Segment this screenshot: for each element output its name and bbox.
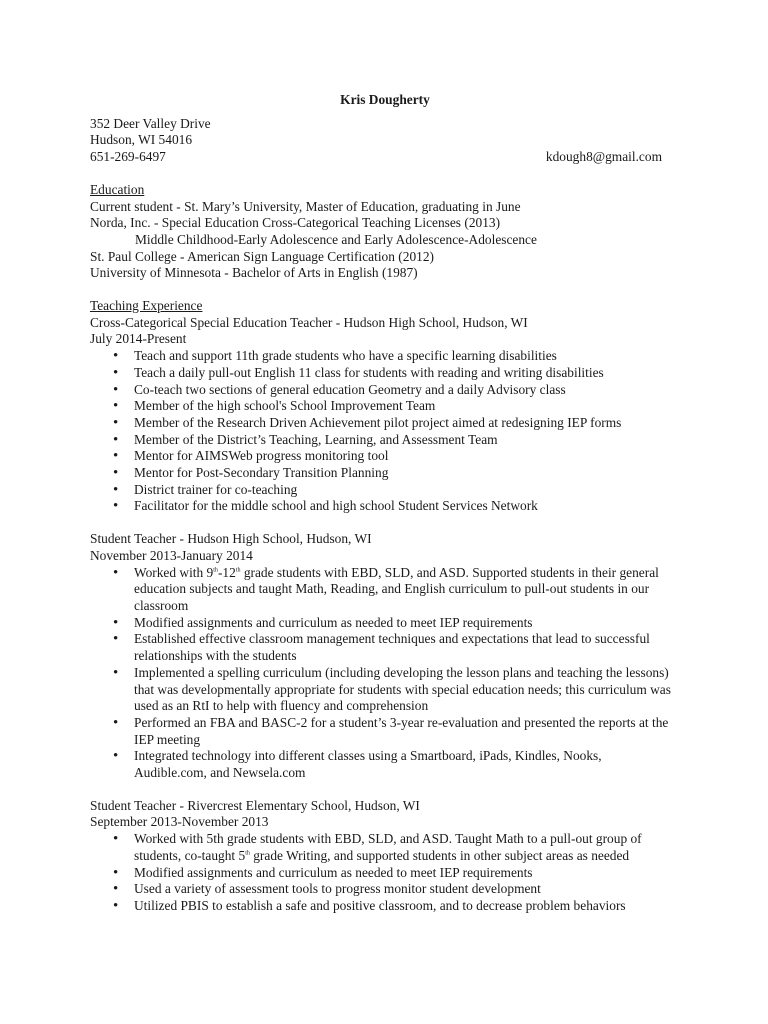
- job-bullet: • Teach and support 11th grade students who have a specific learning disabilities: [90, 348, 672, 365]
- job-bullet-list: [90, 565, 672, 782]
- ordinal-suffix: th: [213, 567, 218, 574]
- email-address: kdough8@gmail.com: [545, 149, 662, 165]
- education-line: Norda, Inc. - Special Education Cross-Categorical Teaching Licenses (2013): [90, 215, 501, 231]
- job-bullet: • Member of the District’s Teaching, Learning, and Assessment Team: [90, 432, 672, 449]
- job-bullet: • Integrated technology into different classes using a Smartboard, iPads, Kindles, Nooks, Audible.com, and Newsela.com: [90, 748, 672, 781]
- bullet-text: Worked with 5th grade students with EBD, SLD, and ASD. Taught Math to a pull-out group of students, co-taught 5: [134, 831, 642, 863]
- contact-line: [90, 149, 672, 166]
- education-line: Current student - St. Mary’s University, Master of Education, graduating in June: [90, 198, 521, 214]
- job-bullet: • Mentor for AIMSWeb progress monitoring tool: [90, 448, 672, 465]
- job-bullet-list: [90, 831, 672, 915]
- job-bullet: • Member of the high school's School Improvement Team: [90, 398, 672, 415]
- job-bullet: [90, 831, 672, 864]
- resume-name: Kris Dougherty: [340, 92, 430, 107]
- job-bullet: • Utilized PBIS to establish a safe and positive classroom, and to decrease problem behaviors: [90, 898, 672, 915]
- address-line-1: 352 Deer Valley Drive: [90, 115, 211, 131]
- job-bullet: • Performed an FBA and BASC-2 for a student’s 3-year re-evaluation and presented the reports at the IEP meeting: [90, 715, 672, 748]
- education-heading: Education: [90, 181, 145, 197]
- resume-page: [90, 92, 672, 915]
- bullet-text: grade Writing, and supported students in other subject areas as needed: [249, 847, 630, 863]
- ordinal-suffix: th: [245, 850, 250, 857]
- job-dates: July 2014-Present: [90, 331, 187, 347]
- education-license-detail: Middle Childhood-Early Adolescence and Early Adolescence-Adolescence: [135, 231, 537, 247]
- job-bullet: • District trainer for co-teaching: [90, 482, 672, 499]
- job-bullet: • Co-teach two sections of general education Geometry and a daily Advisory class: [90, 382, 672, 399]
- bullet-text: -12: [217, 564, 236, 580]
- job-bullet: • Modified assignments and curriculum as needed to meet IEP requirements: [90, 865, 672, 882]
- job-title: Cross-Categorical Special Education Teacher - Hudson High School, Hudson, WI: [90, 314, 528, 330]
- job-bullet: • Implemented a spelling curriculum (including developing the lesson plans and teaching the lessons) that was developmentally appropriate for students with special education needs; this curriculum was used as an RtI to help with fluency and comprehension: [90, 665, 672, 715]
- job-bullet-list: [90, 348, 672, 515]
- job-bullet: • Modified assignments and curriculum as needed to meet IEP requirements: [90, 615, 672, 632]
- education-line: University of Minnesota - Bachelor of Arts in English (1987): [90, 265, 418, 281]
- job-bullet: • Member of the Research Driven Achievement pilot project aimed at redesigning IEP forms: [90, 415, 672, 432]
- bullet-text: Worked with 9: [134, 564, 214, 580]
- job-title: Student Teacher - Rivercrest Elementary School, Hudson, WI: [90, 797, 420, 813]
- job-bullet: • Teach a daily pull-out English 11 class for students with reading and writing disabilities: [90, 365, 672, 382]
- job-title: Student Teacher - Hudson High School, Hudson, WI: [90, 531, 372, 547]
- experience-heading: Teaching Experience: [90, 298, 203, 314]
- job-bullet: • Mentor for Post-Secondary Transition Planning: [90, 465, 672, 482]
- phone-number: 651-269-6497: [90, 149, 166, 165]
- job-bullet: • Established effective classroom management techniques and expectations that lead to successful relationships with the students: [90, 631, 672, 664]
- job-dates: September 2013-November 2013: [90, 814, 269, 830]
- job-bullet: [90, 565, 672, 615]
- address-line-2: Hudson, WI 54016: [90, 132, 193, 148]
- job-bullet: • Facilitator for the middle school and high school Student Services Network: [90, 498, 672, 515]
- job-dates: November 2013-January 2014: [90, 547, 253, 563]
- bullet-text: grade students with EBD, SLD, and ASD. Supported students in their general education subjects and taught Math, Reading, and English curriculum to pull-out students in our classroom: [134, 564, 659, 613]
- ordinal-suffix: th: [235, 567, 241, 574]
- education-line: St. Paul College - American Sign Language Certification (2012): [90, 248, 434, 264]
- job-bullet: • Used a variety of assessment tools to progress monitor student development: [90, 881, 672, 898]
